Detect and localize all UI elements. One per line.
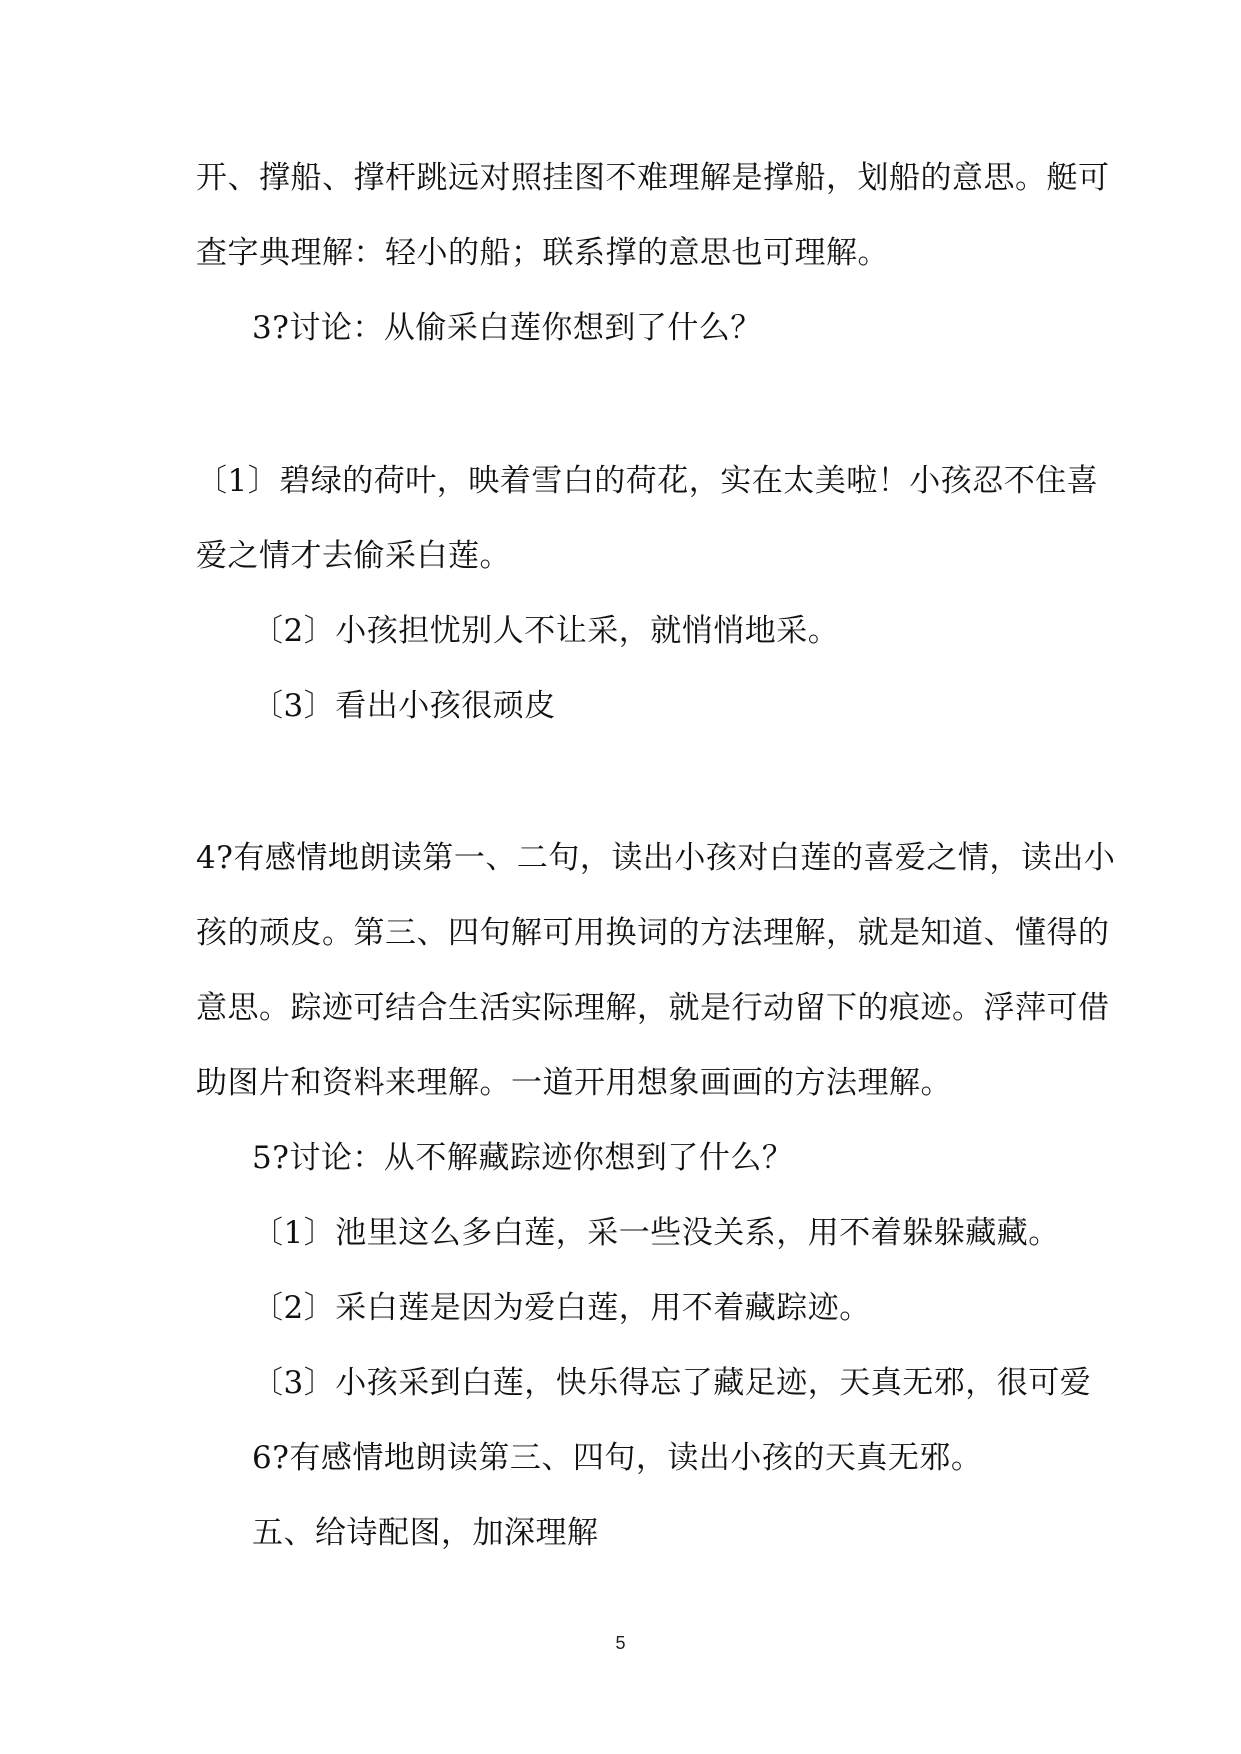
text-line-11: 助图片和资料来理解。一道开用想象画画的方法理解。 <box>196 1065 952 1101</box>
text-line-10: 意思。踪迹可结合生活实际理解，就是行动留下的痕迹。浮萍可借 <box>196 990 1110 1026</box>
page-number: 5 <box>615 1633 626 1653</box>
text-line-6: 〔2〕小孩担忧别人不让采，就悄悄地采。 <box>252 613 840 649</box>
text-line-9: 孩的顽皮。第三、四句解可用换词的方法理解，就是知道、懂得的 <box>196 915 1110 951</box>
text-line-3: 3?讨论：从偷采白莲你想到了什么？ <box>252 310 762 346</box>
text-line-15: 〔3〕小孩采到白莲，快乐得忘了藏足迹，天真无邪，很可爱 <box>252 1365 1092 1401</box>
text-line-4: 〔1〕碧绿的荷叶，映着雪白的荷花，实在太美啦！小孩忍不住喜 <box>196 463 1099 499</box>
text-line-5: 爱之情才去偷采白莲。 <box>196 538 511 574</box>
text-line-17: 五、给诗配图，加深理解 <box>252 1515 599 1551</box>
text-line-13: 〔1〕池里这么多白莲，采一些没关系，用不着躲躲藏藏。 <box>252 1215 1060 1251</box>
text-line-14: 〔2〕采白莲是因为爱白莲，用不着藏踪迹。 <box>252 1290 871 1326</box>
text-line-2: 查字典理解：轻小的船；联系撑的意思也可理解。 <box>196 235 889 271</box>
text-line-8: 4?有感情地朗读第一、二句，读出小孩对白莲的喜爱之情，读出小 <box>196 840 1116 876</box>
text-line-1: 开、撑船、撑杆跳远对照挂图不难理解是撑船，划船的意思。艇可 <box>196 160 1110 196</box>
text-line-16: 6?有感情地朗读第三、四句，读出小孩的天真无邪。 <box>252 1440 983 1476</box>
text-line-12: 5?讨论：从不解藏踪迹你想到了什么？ <box>252 1140 794 1176</box>
text-line-7: 〔3〕看出小孩很顽皮 <box>252 688 556 724</box>
